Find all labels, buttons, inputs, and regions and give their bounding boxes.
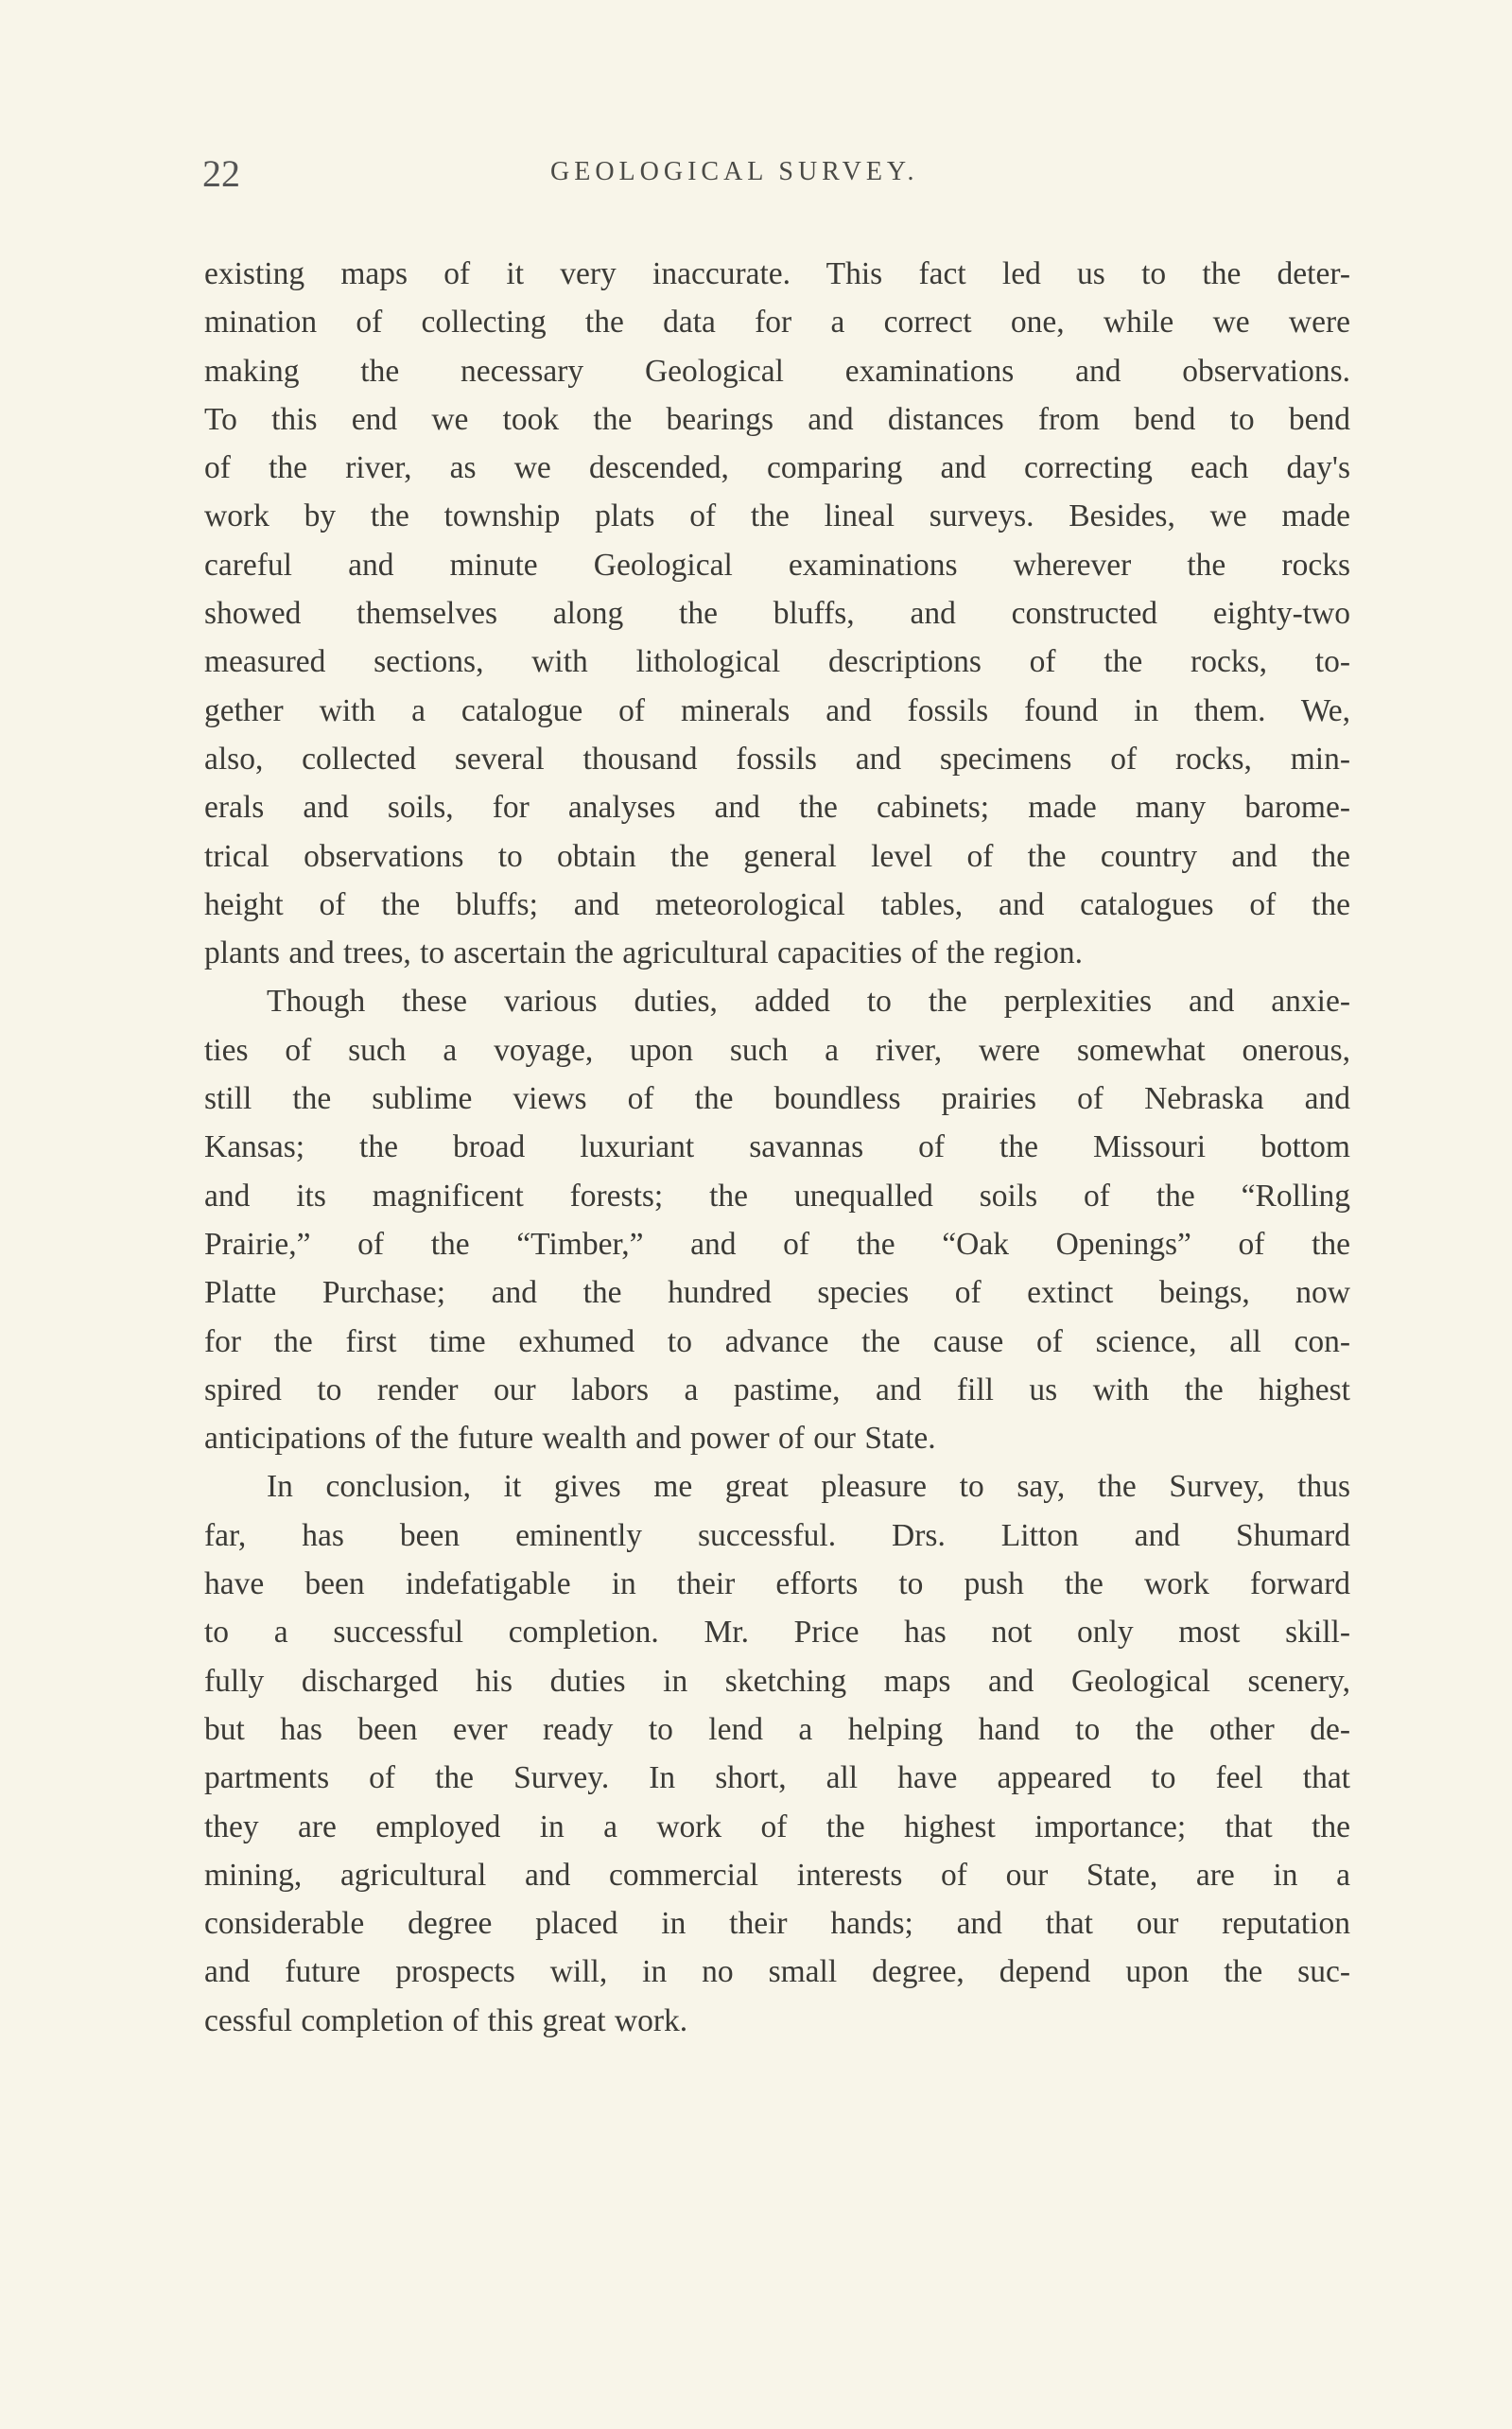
- text-line: considerable degree placed in their hands; and that our reputation: [204, 1906, 1350, 1942]
- text-line: Though these various duties, added to the perplexities and anxie-: [267, 984, 1350, 1020]
- text-line: careful and minute Geological examinations wherever the rocks: [204, 547, 1350, 583]
- text-line: cessful completion of this great work.: [204, 2002, 688, 2038]
- text-line: existing maps of it very inaccurate. This fact led us to the deter-: [204, 256, 1350, 291]
- text-line: plants and trees, to ascertain the agricultural capacities of the region.: [204, 935, 1084, 971]
- text-line: making the necessary Geological examinations and observations.: [204, 353, 1350, 389]
- text-line: Kansas; the broad luxuriant savannas of the Missouri bottom: [204, 1129, 1350, 1165]
- text-line: to a successful completion. Mr. Price has not only most skill-: [204, 1615, 1350, 1651]
- text-line: and future prospects will, in no small degree, depend upon the suc-: [204, 1954, 1350, 1990]
- text-line: fully discharged his duties in sketching maps and Geological scenery,: [204, 1663, 1350, 1699]
- text-line: mining, agricultural and commercial interests of our State, are in a: [204, 1857, 1350, 1893]
- text-line: To this end we took the bearings and distances from bend to bend: [204, 401, 1350, 437]
- text-line: trical observations to obtain the general level of the country and the: [204, 838, 1350, 874]
- text-line: of the river, as we descended, comparing and correcting each day's: [204, 450, 1350, 486]
- text-line: for the first time exhumed to advance the cause of science, all con-: [204, 1323, 1350, 1359]
- text-line: far, has been eminently successful. Drs. Litton and Shumard: [204, 1517, 1350, 1553]
- text-line: also, collected several thousand fossils and specimens of rocks, min-: [204, 741, 1350, 777]
- text-line: Platte Purchase; and the hundred species of extinct beings, now: [204, 1275, 1350, 1311]
- text-line: they are employed in a work of the highest importance; that the: [204, 1809, 1350, 1844]
- text-line: spired to render our labors a pastime, and fill us with the highest: [204, 1372, 1350, 1407]
- text-line: have been indefatigable in their efforts to push the work forward: [204, 1566, 1350, 1602]
- text-line: mination of collecting the data for a correct one, while we were: [204, 305, 1350, 341]
- text-line: In conclusion, it gives me great pleasure to say, the Survey, thus: [267, 1469, 1350, 1505]
- body-text: [204, 250, 1350, 2045]
- text-line: anticipations of the future wealth and power of our State.: [204, 1421, 936, 1457]
- running-head: GEOLOGICAL SURVEY.: [550, 157, 919, 186]
- text-line: gether with a catalogue of minerals and fossils found in them. We,: [204, 692, 1350, 728]
- text-line: Prairie,” of the “Timber,” and of the “Oak Openings” of the: [204, 1226, 1350, 1262]
- text-line: measured sections, with lithological descriptions of the rocks, to-: [204, 644, 1350, 680]
- page-number: 22: [202, 152, 240, 195]
- text-line: erals and soils, for analyses and the cabinets; made many barome-: [204, 790, 1350, 826]
- text-line: still the sublime views of the boundless prairies of Nebraska and: [204, 1081, 1350, 1117]
- text-line: height of the bluffs; and meteorological tables, and catalogues of the: [204, 886, 1350, 922]
- text-line: but has been ever ready to lend a helping hand to the other de-: [204, 1711, 1350, 1747]
- text-line: showed themselves along the bluffs, and constructed eighty-two: [204, 596, 1350, 632]
- text-line: ties of such a voyage, upon such a river, were somewhat onerous,: [204, 1032, 1350, 1068]
- text-line: work by the township plats of the lineal surveys. Besides, we made: [204, 498, 1350, 534]
- text-line: partments of the Survey. In short, all have appeared to feel that: [204, 1760, 1350, 1796]
- text-line: and its magnificent forests; the unequalled soils of the “Rolling: [204, 1178, 1350, 1214]
